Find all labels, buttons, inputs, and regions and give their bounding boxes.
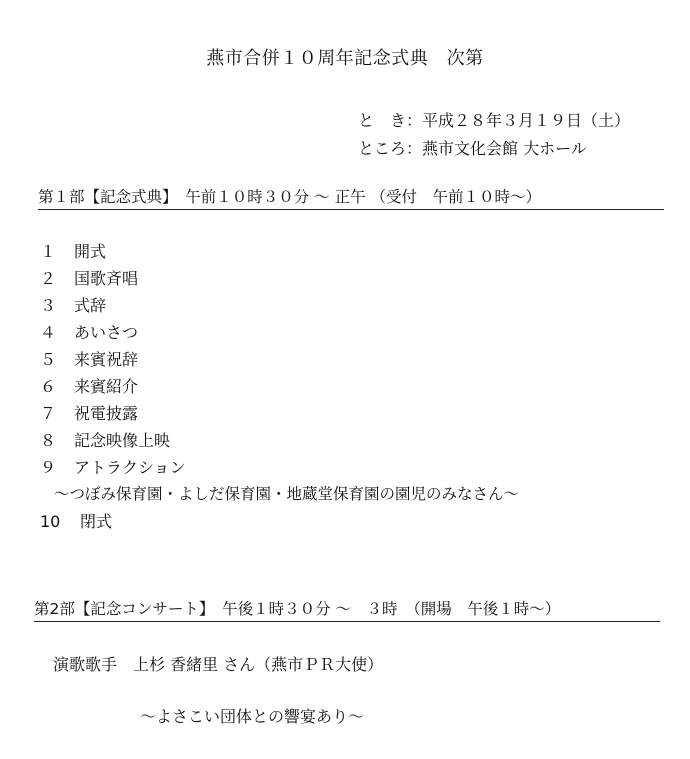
part1-program-list bbox=[40, 238, 519, 535]
item-number: ６ bbox=[40, 377, 57, 396]
concert-note: ～よさこい団体との響宴あり～ bbox=[140, 707, 365, 726]
item-number: ９ bbox=[40, 458, 57, 477]
list-item bbox=[40, 373, 519, 400]
item-number: ３ bbox=[40, 296, 57, 315]
list-item bbox=[40, 427, 519, 454]
page-title: 燕市合併１０周年記念式典 次第 bbox=[206, 48, 484, 69]
item-label: 記念映像上映 bbox=[74, 431, 171, 450]
item-label: 来賓祝辞 bbox=[74, 350, 139, 369]
performer-line: 演歌歌手 上杉 香緒里 さん（燕市ＰＲ大使） bbox=[53, 655, 384, 674]
item-number: ８ bbox=[40, 431, 57, 450]
list-item bbox=[40, 292, 519, 319]
item-label: 祝電披露 bbox=[74, 404, 139, 423]
event-venue: ところ：燕市文化会館 大ホール bbox=[358, 139, 587, 158]
attraction-detail: ～つぼみ保育園・よしだ保育園・地蔵堂保育園の園児のみなさん～ bbox=[54, 485, 520, 503]
list-item bbox=[40, 238, 519, 265]
item-label: 式辞 bbox=[74, 296, 107, 315]
item-number: １ bbox=[40, 242, 57, 261]
list-item bbox=[40, 508, 519, 535]
list-item bbox=[40, 319, 519, 346]
item-number: ２ bbox=[40, 269, 57, 288]
list-item bbox=[40, 346, 519, 373]
list-item bbox=[40, 400, 519, 427]
list-item bbox=[40, 454, 519, 481]
item-label: 閉式 bbox=[80, 512, 113, 531]
item-number: ７ bbox=[40, 404, 57, 423]
item-label: アトラクション bbox=[74, 458, 186, 477]
item-label: 国歌斉唱 bbox=[74, 269, 139, 288]
item-number: 10 bbox=[40, 512, 61, 531]
item-label: 来賓紹介 bbox=[74, 377, 139, 396]
item-number: ４ bbox=[40, 323, 57, 342]
item-label: 開式 bbox=[74, 242, 107, 261]
part2-heading: 第2部【記念コンサート】 午後１時３０分 ～ ３時 （開場 午後１時～） bbox=[34, 597, 660, 622]
item-label: あいさつ bbox=[74, 323, 139, 342]
item-number: ５ bbox=[40, 350, 57, 369]
part1-heading: 第１部【記念式典】 午前１０時３０分 ～ 正午 （受付 午前１０時～） bbox=[38, 185, 664, 210]
event-date: と き：平成２８年３月１９日（土） bbox=[358, 111, 631, 130]
list-item bbox=[40, 265, 519, 292]
